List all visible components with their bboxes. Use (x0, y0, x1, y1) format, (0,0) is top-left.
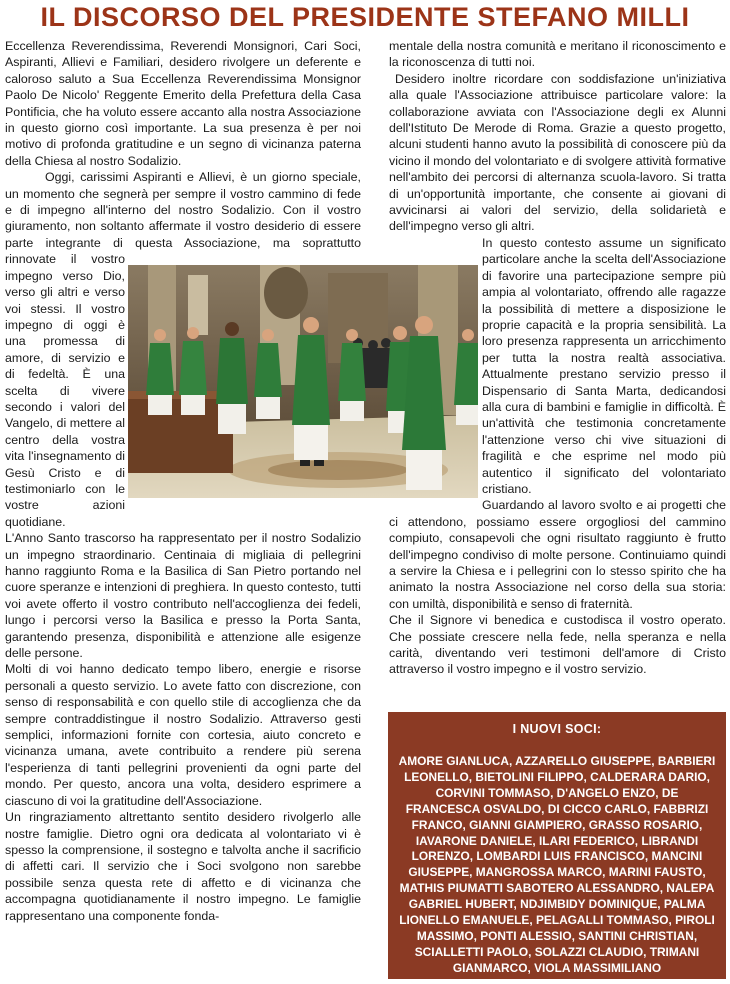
new-members-list: AMORE GIANLUCA, AZZARELLO GIUSEPPE, BARBIERI LEONELLO, BIETOLINI FILIPPO, CALDERARA DARIO, CORVINI TOMMASO, D'ANGELO ENZO, DE FRANCESCA OSVALDO, DI CICCO CARLO, FABBRIZI FRANCO, GIANNI GIAMPIERO, GRASSO ROSARIO, IAVARONE DANIELE, ILARI FEDERICO, LIBRANDI LORENZO, LOMBARDI LUIS FRANCISCO, MANCINI GIUSEPPE, MANGROSSA MARCO, MARINI FAUSTO, MATHIS PIUMATTI SABOTERO ALESSANDRO, NALEPA GABRIEL HUBERT, NDJIMBIDY DOMINIQUE, PALMA LIONELLO EMANUELE, PELAGALLI TOMMASO, PIROLI MASSIMO, PONTI ALESSIO, SANTINI CHRISTIAN, SCIALLETTI PAOLO, SOLAZZI CLAUDIO, TRIMANI GIANMARCO, VIOLA MASSIMILIANO (398, 754, 716, 975)
paragraph-greeting: Eccellenza Reverendissima, Reverendi Monsignori, Cari Soci, Aspiranti, Allievi e Familiari, desidero rivolgere un deferente e caloroso saluto a Sua Eccellenza Reverendissima Monsignor Paolo De Nicolo' Reggente Emerito della Prefettura della Casa Pontificia, che ha voluto essere accanto alla nostra Associazione in questo giorno così importante. La sua presenza è per noi motivo di profonda gratitudine e un segno di vicinanza paterna della Chiesa al nostro Sodalizio. (5, 39, 361, 168)
ceremony-photo (128, 265, 478, 498)
paragraph-de-merode: Desidero inoltre ricordare con soddisfazione un'iniziativa alla quale l'Associazione attribuisce particolare valore: la collaborazione avviata con l'Associazione degli ex Alunni dell'Istituto De Merode di Roma. Grazie a questo progetto, alcuni studenti hanno avuto la possibilità di conoscere più da vicino il mondo del volontariato e di svolgere attività formative nell'ambito dei percorsi di alternanza scuola-lavoro. Si tratta di un'opportunità importante, che consente ai giovani di avvicinarsi ai valori del servizio, della solidarietà e dell'impegno verso gli altri. (389, 71, 726, 234)
paragraph-families-end: mentale della nostra comunità e meritano il riconoscimento e la riconoscenza di tutti noi. (389, 39, 726, 70)
paragraph-oath: Oggi, carissimi Aspiranti e Allievi, è un giorno speciale, un momento che segnerà per sempre il vostro cammino di fede e di impegno all'interno del nostro Sodalizio. Con il vostro giuramento, non soltanto affermate il vostro desiderio di essere parte integrante di questa Associazione, ma soprattutto rinnovate il vostro impegno verso Dio, verso gli altri e verso voi stessi. Il vostro impegno di oggi è una promessa di amore, di servizio e di fedeltà. È una scelta di vivere secondo i valori del Vangelo, di mettere al centro della vostra vita l'insegnamento di Gesù Cristo e di testimoniarlo con le vostre azioni quotidiane. (5, 170, 361, 529)
paragraph-blessing: Che il Signore vi benedica e custodisca il vostro operato. Che possiate crescere nella fede, nella speranza e nella carità, diventando veri testimoni dell'amore di Cristo attraverso il vostro impegno e il vostro servizio. (389, 613, 726, 677)
new-members-heading: I NUOVI SOCI: (512, 722, 602, 736)
paragraph-volunteers: Molti di voi hanno dedicato tempo libero, energie e risorse personali a questo servizio. Lo avete fatto con discrezione, con senso di responsabilità e con quello stile di accoglienza che da sempre contraddistingue il nostro Sodalizio. Attraverso gesti semplici, informazioni fornite con cortesia, aiuto concreto e vicinanza umana, avete contribuito a rendere più serena l'esperienza di tanti pellegrini provenienti da ogni parte del mondo. Per questo, ancora una volta, desidero esprimere a ciascuno di voi la gratitudine dell'Associazione. (5, 662, 361, 808)
paragraph-families: Un ringraziamento altrettanto sentito desidero rivolgerlo alle nostre famiglie. Dietro ogni ora dedicata al volontariato vi è spesso la comprensione, il sostegno e talvolta anche il sacrificio di affetti cari. Il servizio che i Soci svolgono non sarebbe possibile senza questa rete di affetto e di vicinanza che accompagna quotidianamente il nostro impegno. Le famiglie rappresentano una componente fonda- (5, 810, 361, 923)
paragraph-young-women: In questo contesto assume un significato particolare anche la scelta dell'Associazione di favorire una partecipazione sempre più ampia al volontariato, offrendo alle ragazze la possibilità di mettere a disposizione le proprie capacità e la propria sensibilità. La loro presenza rappresenta un arricchimento per tutta la nostra realtà associativa. Attualmente prestano servizio presso il Dispensario di Santa Marta, dedicandosi alla cura di bambini e famiglie in difficoltà. È un'attività che testimonia concretamente l'attenzione verso chi vive situazioni di fragilità e che esprime nel modo più autentico il significato del volontariato cristiano. (482, 235, 726, 496)
article-title: IL DISCORSO DEL PRESIDENTE STEFANO MILLI (40, 2, 690, 32)
paragraph-holy-year: L'Anno Santo trascorso ha rappresentato per il nostro Sodalizio un impegno straordinario. Centinaia di migliaia di pellegrini hanno raggiunto Roma e la Basilica di San Pietro portando nel cuore speranze e intenzioni di preghiera. In questo contesto, tutti voi avete offerto il vostro contributo nell'accoglienza dei fedeli, lungo i percorsi verso la Basilica e presso la Porta Santa, garantendo presenza, disponibilità e attenzione alle esigenze delle persone. (5, 531, 361, 661)
ceremony-photo-illustration (128, 265, 478, 498)
paragraph-path: Guardando al lavoro svolto e ai progetti che ci attendono, possiamo essere orgogliosi del cammino compiuto, consapevoli che ogni risultato raggiunto è frutto dell'impegno condiviso di molte persone. Continuiamo quindi a servire la Chiesa e i pellegrini con lo stesso spirito che ha animato la nostra Associazione nel corso della sua storia: con umiltà, disponibilità e senso di fraternità. (389, 498, 726, 611)
new-members-box (388, 712, 726, 979)
